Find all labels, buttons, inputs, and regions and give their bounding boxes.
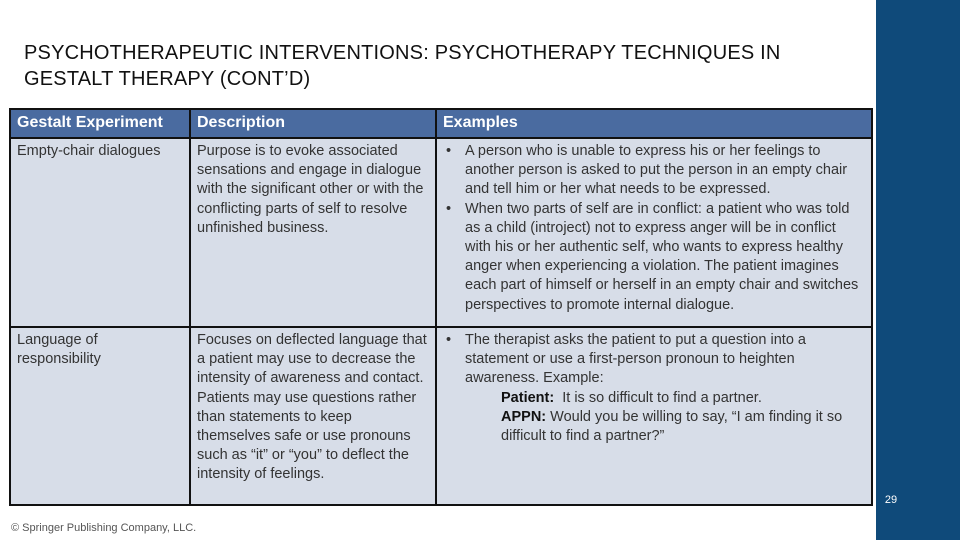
dialogue-line [465,389,865,408]
experiment-cell: Empty-chair dialogues [10,138,190,327]
gestalt-techniques-table [9,108,873,506]
right-accent-band [876,0,960,540]
example-text: The therapist asks the patient to put a question into a statement or use a first-person pronoun to heighten awareness. Example: [465,332,806,387]
description-cell: Purpose is to evoke associated sensations and engage in dialogue with the significant other or with the conflicting parts of self to resolve unfinished business. [190,138,436,327]
examples-cell [436,327,872,505]
list-item [443,142,865,200]
description-cell: Focuses on deflected language that a patient may use to decrease the intensity of awareness and contact. Patients may use questions rather than statements to keep themselves safe or use pronouns such as “it” or “you” to deflect the intensity of feelings. [190,327,436,505]
header-examples: Examples [436,109,872,138]
experiment-cell: Language of responsibility [10,327,190,505]
bullet-icon: • [446,143,452,159]
bullet-icon: • [446,200,452,217]
examples-list [443,142,865,315]
table-row [10,327,872,505]
copyright-footer: © Springer Publishing Company, LLC. [11,522,197,534]
dialogue-text: It is so difficult to find a partner. [562,389,762,406]
list-item [443,200,865,315]
list-item [443,331,865,446]
header-gestalt-experiment: Gestalt Experiment [10,109,190,138]
example-text: A person who is unable to express his or her feelings to another person is asked to put the person in an empty chair and tell him or her what needs to be expressed. [465,143,848,198]
dialogue-line [465,408,865,446]
slide-title: PSYCHOTHERAPEUTIC INTERVENTIONS: PSYCHOTHERAPY TECHNIQUES IN GESTALT THERAPY (CONT’D) [24,42,781,90]
table-header-row [10,109,872,138]
dialogue-text: Would you be willing to say, “I am finding it so difficult to find a partner?” [501,408,843,445]
page-number: 29 [884,494,898,506]
table-row [10,138,872,327]
bullet-icon: • [446,332,452,348]
examples-cell [436,138,872,327]
example-text: When two parts of self are in conflict: a patient who was told as a child (introject) not to express anger will be in conflict with his or her authentic self, who wants to express healthy anger when experiencing a violation. The patient imagines each part of himself or herself in an empty chair and switches perspectives to promote internal dialogue. [465,200,859,313]
examples-list [443,331,865,446]
speaker-label: APPN: [501,408,547,425]
speaker-label: Patient: [501,389,555,406]
header-description: Description [190,109,436,138]
